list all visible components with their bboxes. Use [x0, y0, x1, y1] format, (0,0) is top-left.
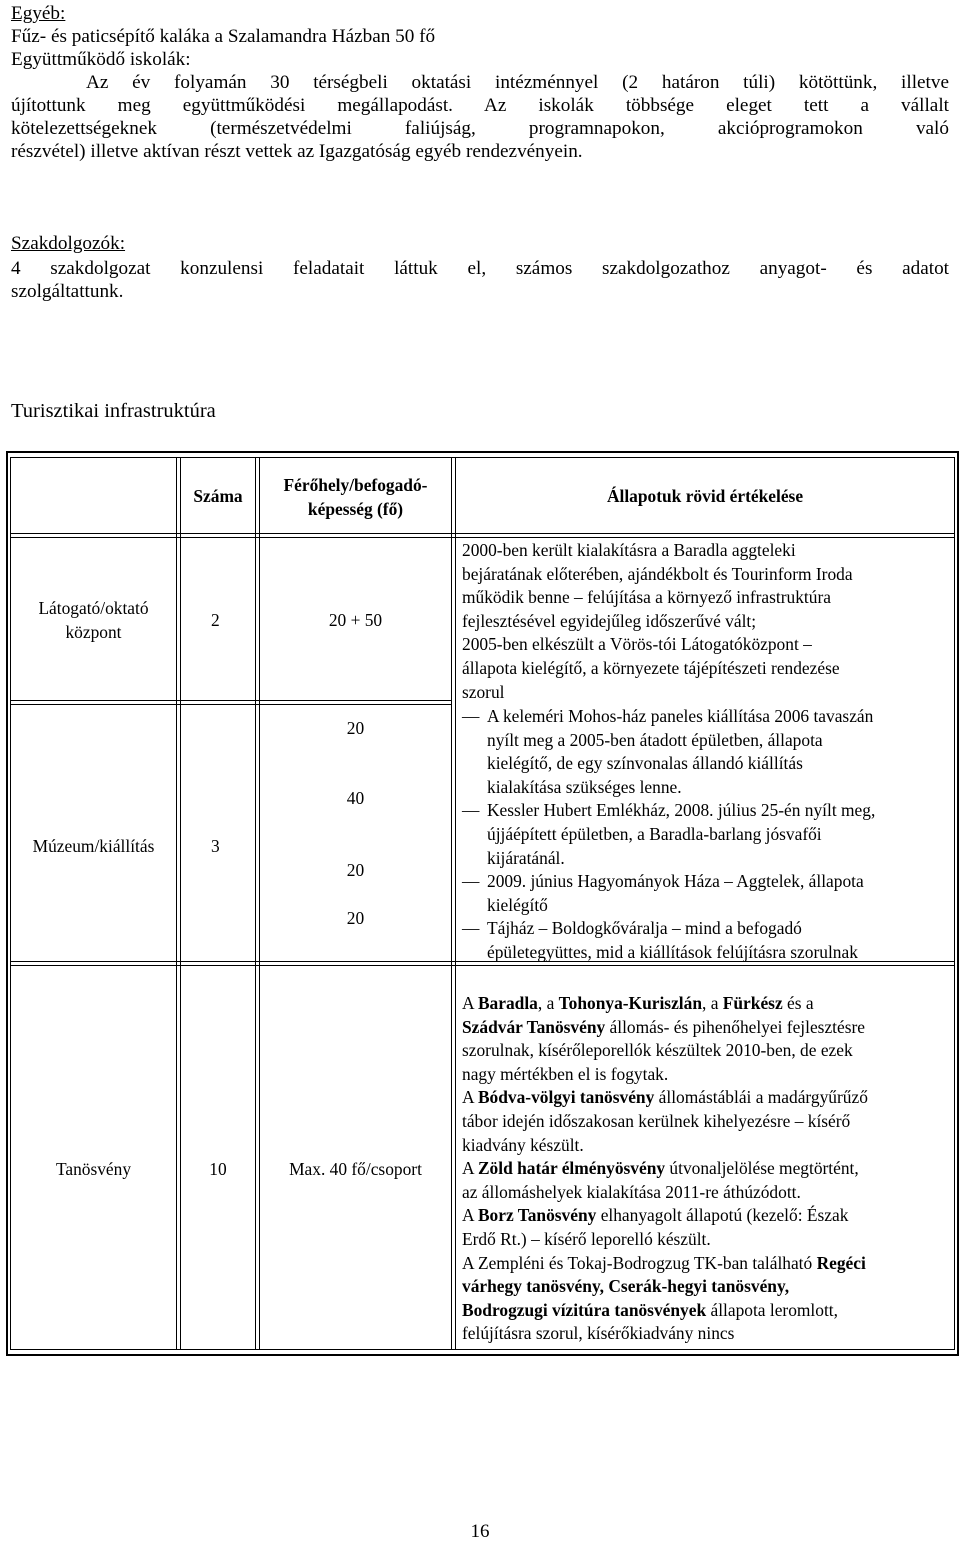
desc-line	[462, 1275, 942, 1299]
desc-line: A Bódva-völgyi tanösvény állomástáblái a madárgyűrűző	[462, 1087, 868, 1108]
header-szama: Száma	[193, 486, 243, 506]
szakdolgozok-line1: 4 szakdolgozat konzulensi feladatait láttuk el, számos szakdolgozathoz anyagot- és adatot	[11, 258, 949, 279]
desc-line: A Zöld határ élményösvény útvonaljelölése megtörtént,	[462, 1158, 859, 1179]
desc-line: szorul	[462, 681, 505, 702]
table-border-left-inner	[10, 457, 11, 1350]
row-name-latogato	[11, 597, 176, 645]
egyeb-heading: Egyéb:	[11, 3, 66, 24]
row-capacity: 20	[346, 718, 365, 738]
bold-term: Fürkész	[722, 993, 783, 1013]
header-ferohely-line1: Férőhely/befogadó-	[283, 475, 428, 495]
header-divider-b	[10, 537, 955, 538]
desc-line: A Zempléni és Tokaj-Bodrogzug TK-ban található Regéci	[462, 1252, 866, 1273]
row-divider	[10, 704, 451, 705]
desc-line: Bodrogzugi vízitúra tanösvények állapota leromlott,	[462, 1299, 838, 1320]
desc-line: A Baradla, a Tohonya-Kuriszlán, a Fürkész és a	[462, 993, 814, 1013]
row-name-tanosveny: Tanösvény	[55, 1159, 132, 1179]
row-name-muzeum: Múzeum/kiállítás	[32, 836, 155, 856]
bold-term: Zöld határ élményösvény	[477, 1158, 666, 1179]
desc-line: nagy mértékben el is fogytak.	[462, 1063, 669, 1084]
table-border-top-outer	[6, 451, 959, 453]
desc-line: tábor idején időszakosan kerülnek kihelyezésre – kísérő	[462, 1110, 851, 1131]
col-divider	[180, 457, 181, 1350]
szakdolgozok-heading: Szakdolgozók:	[11, 233, 126, 254]
desc-line: állapota kielégítő, a környezete tájépítészeti rendezése	[462, 657, 840, 678]
egyeb-line1: Fűz- és paticsépítő kaláka a Szalamandra Házban 50 fő	[11, 26, 436, 47]
row-divider	[10, 965, 955, 966]
egyeb-para-first: Az év folyamán 30 térségbeli oktatási intézménnyel (2 határon túli) kötöttünk, illetve	[86, 72, 949, 93]
desc-line: Kessler Hubert Emlékház, 2008. július 25-én nyílt meg,	[487, 800, 876, 821]
row-capacity: 20	[346, 860, 365, 880]
header-divider-a	[10, 533, 955, 534]
col-divider	[259, 457, 260, 1350]
desc-line: A Borz Tanösvény elhanyagolt állapotú (kezelő: Észak	[462, 1205, 849, 1226]
desc-line: kialakítása szükséges lenne.	[487, 776, 682, 797]
egyeb-para-line: újítottunk meg együttműködési megállapodást. Az iskolák többsége eleget tett a vállalt	[11, 95, 949, 116]
row-name-line: központ	[65, 621, 122, 642]
table-border-right-inner	[954, 457, 955, 1350]
row-desc-tanosveny	[462, 992, 942, 1346]
desc-line: az állomáshelyek kialakítása 2011-re áthúzódott.	[462, 1181, 801, 1202]
desc-line: 2005-ben elkészült a Vörös-tói Látogatóközpont –	[462, 634, 812, 655]
col-divider	[455, 457, 456, 1350]
bold-term: Baradla	[477, 993, 538, 1013]
desc-line: kijáratánál.	[487, 847, 565, 868]
szakdolgozok-section	[11, 232, 949, 303]
row-divider	[10, 700, 451, 701]
col-divider	[255, 457, 256, 1350]
bold-term: várhegy tanösvény, Cserák-hegyi tanösvény,	[462, 1276, 790, 1297]
row-desc-latogato	[462, 539, 942, 704]
bold-term: Regéci	[816, 1252, 866, 1273]
desc-line: kiadvány készült.	[462, 1134, 584, 1155]
egyeb-line2: Együttműködő iskolák:	[11, 49, 191, 70]
egyeb-para-line: részvétel) illetve aktívan részt vettek az Igazgatóság egyéb rendezvényein.	[11, 141, 583, 162]
desc-line: A keleméri Mohos-ház paneles kiállítása 2006 tavaszán	[487, 706, 874, 726]
desc-line: nyílt meg a 2005-ben átadott épületben, állapota	[487, 729, 823, 750]
table-border-top-inner	[10, 457, 955, 458]
list-item	[462, 799, 942, 870]
row-count: 2	[211, 610, 220, 630]
table-border-bottom-outer	[6, 1354, 959, 1356]
desc-line: bejáratának előterében, ajándékbolt és Tourinform Iroda	[462, 563, 853, 584]
row-count: 10	[209, 1159, 227, 1179]
row-name-line: Látogató/oktató	[38, 598, 149, 618]
section-title: Turisztikai infrastruktúra	[11, 400, 216, 422]
desc-line: fejlesztésével egyidejűleg időszerűvé vált;	[462, 610, 757, 631]
desc-line: kielégítő, de egy színvonalas állandó kiállítás	[487, 753, 803, 774]
desc-line: 2009. június Hagyományok Háza – Aggtelek, állapota	[487, 871, 864, 892]
header-ferohely	[260, 473, 451, 521]
row-count: 3	[211, 836, 220, 856]
bold-term: Szádvár Tanösvény	[462, 1016, 606, 1037]
table-border-right-outer	[957, 451, 959, 1356]
desc-line: szorulnak, kísérőleporellók készültek 2010-ben, de ezek	[462, 1040, 853, 1061]
desc-line: Tájház – Boldogkőváralja – mind a befogadó	[487, 918, 802, 939]
row-capacity: 20	[346, 908, 365, 928]
bold-term: Tohonya-Kuriszlán	[558, 993, 702, 1013]
page-number: 16	[470, 1521, 490, 1542]
desc-line: 2000-ben került kialakításra a Baradla aggteleki	[462, 540, 796, 560]
row-capacity: Max. 40 fő/csoport	[289, 1159, 422, 1179]
egyeb-section	[11, 2, 949, 163]
desc-line: újjáépített épületben, a Baradla-barlang jósvafői	[487, 823, 822, 844]
row-desc-muzeum	[462, 705, 942, 965]
bold-term: Borz Tanösvény	[477, 1205, 597, 1226]
table-border-left-outer	[6, 451, 8, 1356]
list-item	[462, 705, 942, 799]
table-border-bottom-inner	[10, 1349, 955, 1350]
desc-line: Erdő Rt.) – kísérő leporelló készült.	[462, 1228, 711, 1249]
bold-term: Bódva-völgyi tanösvény	[477, 1087, 655, 1108]
col-divider	[176, 457, 177, 1350]
szakdolgozok-line2: szolgáltattunk.	[11, 281, 124, 302]
desc-line: kielégítő	[487, 894, 548, 915]
list-item	[462, 870, 942, 917]
desc-line: Szádvár Tanösvény állomás- és pihenőhelyei fejlesztésre	[462, 1016, 865, 1037]
header-allapot: Állapotuk rövid értékelése	[606, 486, 804, 506]
bold-term: Bodrogzugi vízitúra tanösvények	[462, 1299, 707, 1320]
header-ferohely-line2: képesség (fő)	[307, 499, 404, 519]
col-divider	[451, 457, 452, 1350]
list-item	[462, 917, 942, 964]
egyeb-para-line: kötelezettségeknek (természetvédelmi faliújság, programnapokon, akcióprogramokon való	[11, 118, 949, 139]
desc-line: működik benne – felújítása a környező infrastruktúra	[462, 587, 831, 608]
row-capacity: 20 + 50	[328, 610, 383, 630]
desc-line: épületegyüttes, mid a kiállítások felújításra szorulnak	[487, 941, 858, 962]
desc-line: felújításra szorul, kísérőkiadvány nincs	[462, 1323, 735, 1344]
row-capacity: 40	[346, 788, 365, 808]
